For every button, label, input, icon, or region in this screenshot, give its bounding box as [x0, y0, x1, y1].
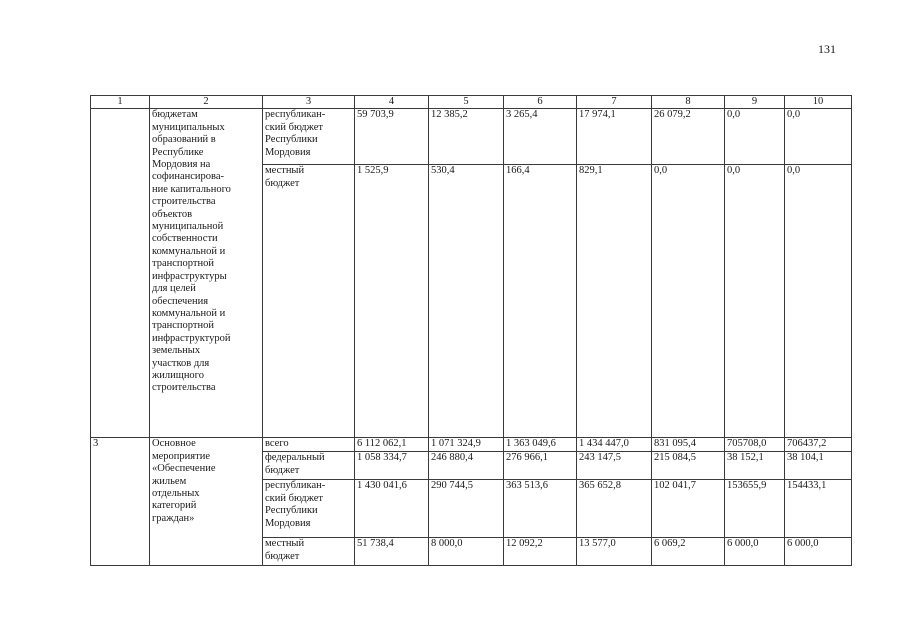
funding-source-cell: местный бюджет — [263, 165, 355, 438]
item-description-cell: бюджетам муниципальных образований в Республике Мордовия на софинансирова- ние капитального строительства объектов муниципальной собственности коммунальной и транспортной инфраструктуры для целей обеспечения коммунальной и транспортной инфраструктурой земельных участков для жилищного строительства — [150, 109, 263, 438]
value-cell: 26 079,2 — [652, 109, 725, 165]
item-number-cell — [91, 109, 150, 438]
value-cell: 365 652,8 — [577, 480, 652, 538]
column-header: 10 — [785, 96, 852, 109]
value-cell: 831 095,4 — [652, 438, 725, 452]
column-header: 2 — [150, 96, 263, 109]
value-cell: 12 092,2 — [504, 538, 577, 566]
value-cell: 6 069,2 — [652, 538, 725, 566]
value-cell: 0,0 — [652, 165, 725, 438]
funding-source-cell: республикан- ский бюджет Республики Мордовия — [263, 480, 355, 538]
column-header: 5 — [429, 96, 504, 109]
column-header: 9 — [725, 96, 785, 109]
value-cell: 0,0 — [785, 165, 852, 438]
value-cell: 153655,9 — [725, 480, 785, 538]
value-cell: 59 703,9 — [355, 109, 429, 165]
value-cell: 6 000,0 — [725, 538, 785, 566]
value-cell: 51 738,4 — [355, 538, 429, 566]
value-cell: 0,0 — [785, 109, 852, 165]
column-header: 4 — [355, 96, 429, 109]
table-row — [91, 438, 852, 452]
value-cell: 17 974,1 — [577, 109, 652, 165]
value-cell: 829,1 — [577, 165, 652, 438]
value-cell: 6 000,0 — [785, 538, 852, 566]
funding-source-cell: федеральный бюджет — [263, 452, 355, 480]
item-description-cell: Основное мероприятие «Обеспечение жильем отдельных категорий граждан» — [150, 438, 263, 566]
value-cell: 246 880,4 — [429, 452, 504, 480]
table-header-row — [91, 96, 852, 109]
value-cell: 8 000,0 — [429, 538, 504, 566]
funding-source-cell: местный бюджет — [263, 538, 355, 566]
value-cell: 166,4 — [504, 165, 577, 438]
funding-source-cell: всего — [263, 438, 355, 452]
value-cell: 363 513,6 — [504, 480, 577, 538]
column-header: 1 — [91, 96, 150, 109]
value-cell: 38 104,1 — [785, 452, 852, 480]
value-cell: 13 577,0 — [577, 538, 652, 566]
item-number-cell: 3 — [91, 438, 150, 566]
funding-source-cell: республикан- ский бюджет Республики Мордовия — [263, 109, 355, 165]
table-row — [91, 109, 852, 165]
value-cell: 3 265,4 — [504, 109, 577, 165]
value-cell: 705708,0 — [725, 438, 785, 452]
value-cell: 0,0 — [725, 109, 785, 165]
value-cell: 1 363 049,6 — [504, 438, 577, 452]
value-cell: 1 525,9 — [355, 165, 429, 438]
value-cell: 154433,1 — [785, 480, 852, 538]
value-cell: 0,0 — [725, 165, 785, 438]
value-cell: 1 430 041,6 — [355, 480, 429, 538]
value-cell: 1 434 447,0 — [577, 438, 652, 452]
column-header: 6 — [504, 96, 577, 109]
column-header: 3 — [263, 96, 355, 109]
value-cell: 102 041,7 — [652, 480, 725, 538]
value-cell: 1 058 334,7 — [355, 452, 429, 480]
value-cell: 276 966,1 — [504, 452, 577, 480]
value-cell: 290 744,5 — [429, 480, 504, 538]
value-cell: 243 147,5 — [577, 452, 652, 480]
budget-table — [90, 95, 852, 566]
column-header: 7 — [577, 96, 652, 109]
value-cell: 706437,2 — [785, 438, 852, 452]
value-cell: 215 084,5 — [652, 452, 725, 480]
page-number: 131 — [818, 42, 836, 56]
value-cell: 12 385,2 — [429, 109, 504, 165]
value-cell: 530,4 — [429, 165, 504, 438]
value-cell: 6 112 062,1 — [355, 438, 429, 452]
value-cell: 1 071 324,9 — [429, 438, 504, 452]
value-cell: 38 152,1 — [725, 452, 785, 480]
column-header: 8 — [652, 96, 725, 109]
